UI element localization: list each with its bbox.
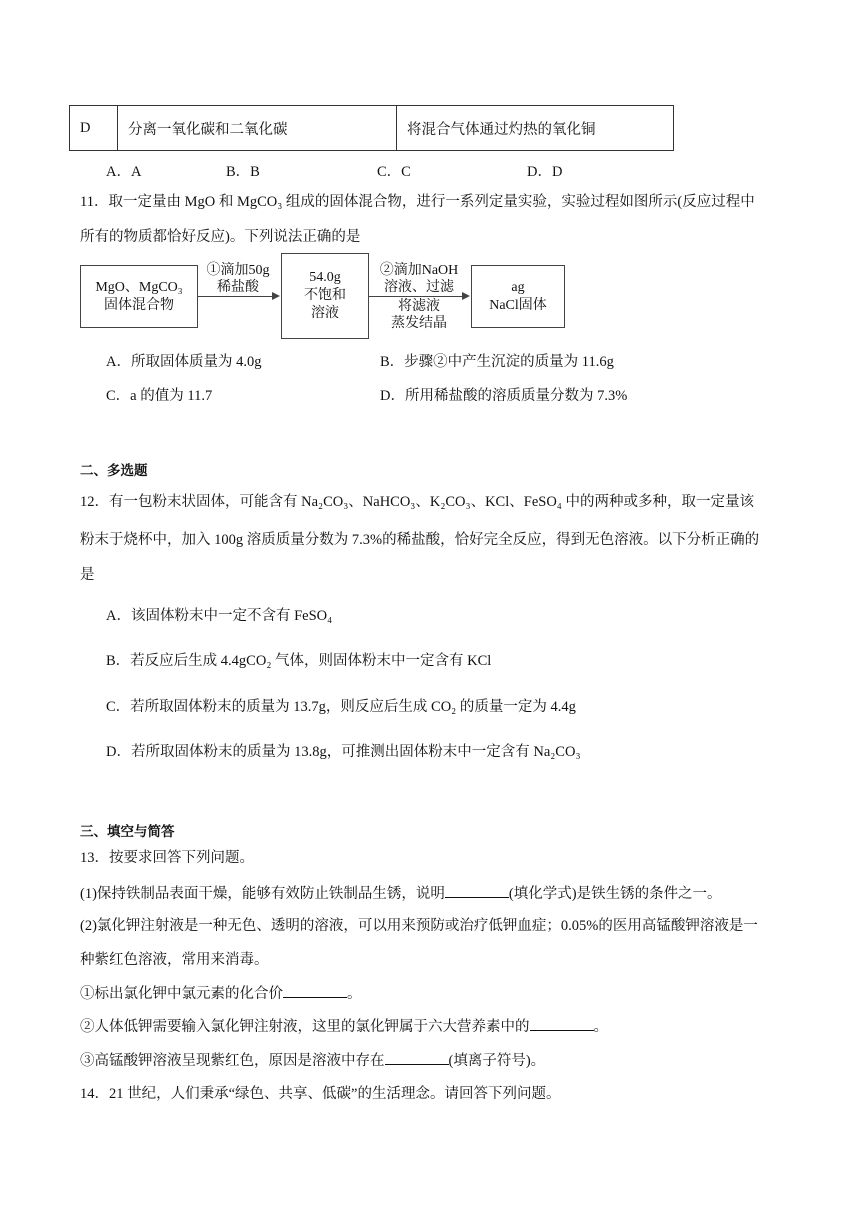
- flow-box-solution-line1: 54.0g: [309, 270, 341, 285]
- flow-box-solution-line3: 溶液: [311, 306, 339, 321]
- q13-sub1-text-b: 。: [347, 986, 362, 1002]
- flow-arrow-1: [197, 296, 278, 297]
- answer-blank[interactable]: [530, 1016, 594, 1031]
- answer-blank[interactable]: [385, 1050, 449, 1065]
- q13-sub2-text-a: ②人体低钾需要输入氯化钾注射液，这里的氯化钾属于六大营养素中的: [80, 1019, 530, 1035]
- table-cell-method: 将混合气体通过灼热的氧化铜: [397, 106, 674, 151]
- q13-part1: [80, 883, 722, 904]
- q10-option-b[interactable]: B．B: [226, 164, 260, 180]
- q13-part1-text-a: (1)保持铁制品表面干燥，能够有效防止铁制品生锈，说明: [80, 886, 445, 902]
- table-cell-task: 分离一氧化碳和二氧化碳: [118, 106, 397, 151]
- q11-option-d[interactable]: D．所用稀盐酸的溶质质量分数为 7.3%: [380, 388, 628, 404]
- flow-step2-line1: ②滴加NaOH: [379, 263, 459, 278]
- q11-option-b[interactable]: B．步骤②中产生沉淀的质量为 11.6g: [380, 354, 614, 370]
- section-heading-multiple-choice: 二、多选题: [80, 463, 148, 479]
- q13-sub2-text-b: 。: [593, 1019, 608, 1035]
- q13-part2-line2: 种紫红色溶液，常用来消毒。: [80, 952, 269, 968]
- q10-option-a[interactable]: A．A: [106, 164, 142, 180]
- q11-stem-line2: 所有的物质都恰好反应)。下列说法正确的是: [80, 229, 361, 245]
- q13-sub1-text-a: ①标出氯化钾中氯元素的化合价: [80, 986, 283, 1002]
- answer-blank[interactable]: [283, 983, 347, 998]
- options-table: [69, 105, 674, 151]
- q10-option-d[interactable]: D．D: [527, 164, 563, 180]
- q11-stem-line1: 11．取一定量由 MgO 和 MgCO₃ 组成的固体混合物，进行一系列定量实验，实验过程如图所示(反应过程中: [80, 194, 755, 210]
- flow-step1-label: [196, 262, 280, 296]
- q11-option-a[interactable]: A．所取固体质量为 4.0g: [106, 354, 262, 370]
- flow-box-mixture-line1: MgO、MgCO₃: [95, 279, 183, 295]
- q13-sub3: [80, 1050, 545, 1071]
- flow-step2-sub-label: [369, 298, 469, 332]
- flow-box-mixture: [80, 265, 198, 328]
- answer-blank[interactable]: [445, 883, 509, 898]
- flow-step2-label: [369, 262, 469, 296]
- q12-option-d[interactable]: D．若所取固体粉末的质量为 13.8g，可推测出固体粉末中一定含有 Na₂CO₃: [106, 744, 581, 760]
- q13-part2-line1: (2)氯化钾注射液是一种无色、透明的溶液，可以用来预防或治疗低钾血症；0.05%的医用高锰酸钾溶液是一: [80, 918, 758, 934]
- flow-box-nacl-line1: ag: [511, 279, 525, 295]
- flow-step2-line4: 蒸发结晶: [391, 316, 447, 331]
- q11-option-c[interactable]: C．a 的值为 11.7: [106, 388, 213, 404]
- table-cell-label: D: [70, 106, 118, 151]
- flow-arrow-2: [368, 296, 468, 297]
- flow-box-solution: [281, 253, 369, 339]
- q12-stem-line2: 粉末于烧杯中，加入 100g 溶质质量分数为 7.3%的稀盐酸，恰好完全反应，得到无色溶液。以下分析正确的: [80, 532, 760, 548]
- flow-box-nacl: [471, 265, 565, 328]
- q12-stem-line1: 12．有一包粉末状固体，可能含有 Na₂CO₃、NaHCO₃、K₂CO₃、KCl、FeSO₄ 中的两种或多种，取一定量该: [80, 494, 754, 510]
- q13-sub3-text-b: (填离子符号)。: [448, 1053, 546, 1069]
- q12-stem-line3: 是: [80, 567, 95, 583]
- q13-sub2: [80, 1016, 608, 1037]
- flow-box-nacl-line2: NaCl固体: [489, 297, 547, 313]
- flow-step2-line2: 溶液、过滤: [384, 280, 454, 295]
- flow-step2-line3: 将滤液: [398, 299, 440, 314]
- flow-box-solution-line2: 不饱和: [304, 288, 346, 303]
- q12-option-a[interactable]: A．该固体粉末中一定不含有 FeSO₄: [106, 608, 333, 624]
- q13-sub3-text-a: ③高锰酸钾溶液呈现紫红色，原因是溶液中存在: [80, 1053, 385, 1069]
- q13-part1-text-b: (填化学式)是铁生锈的条件之一。: [508, 886, 722, 902]
- q10-option-c[interactable]: C．C: [377, 164, 411, 180]
- flow-step1-line2: 稀盐酸: [217, 280, 259, 295]
- q13-stem: 13．按要求回答下列问题。: [80, 850, 254, 866]
- q14-stem: 14．21 世纪，人们秉承“绿色、共享、低碳”的生活理念。请回答下列问题。: [80, 1086, 561, 1102]
- flow-step1-line1: ①滴加50g: [206, 263, 270, 278]
- q13-sub1: [80, 983, 362, 1004]
- flow-box-mixture-line2: 固体混合物: [104, 297, 174, 313]
- q12-option-c[interactable]: C．若所取固体粉末的质量为 13.7g，则反应后生成 CO₂ 的质量一定为 4.4g: [106, 699, 576, 715]
- q12-option-b[interactable]: B．若反应后生成 4.4gCO₂ 气体，则固体粉末中一定含有 KCl: [106, 653, 492, 669]
- table-row: [70, 106, 674, 151]
- section-heading-fill-in: 三、填空与简答: [80, 824, 175, 840]
